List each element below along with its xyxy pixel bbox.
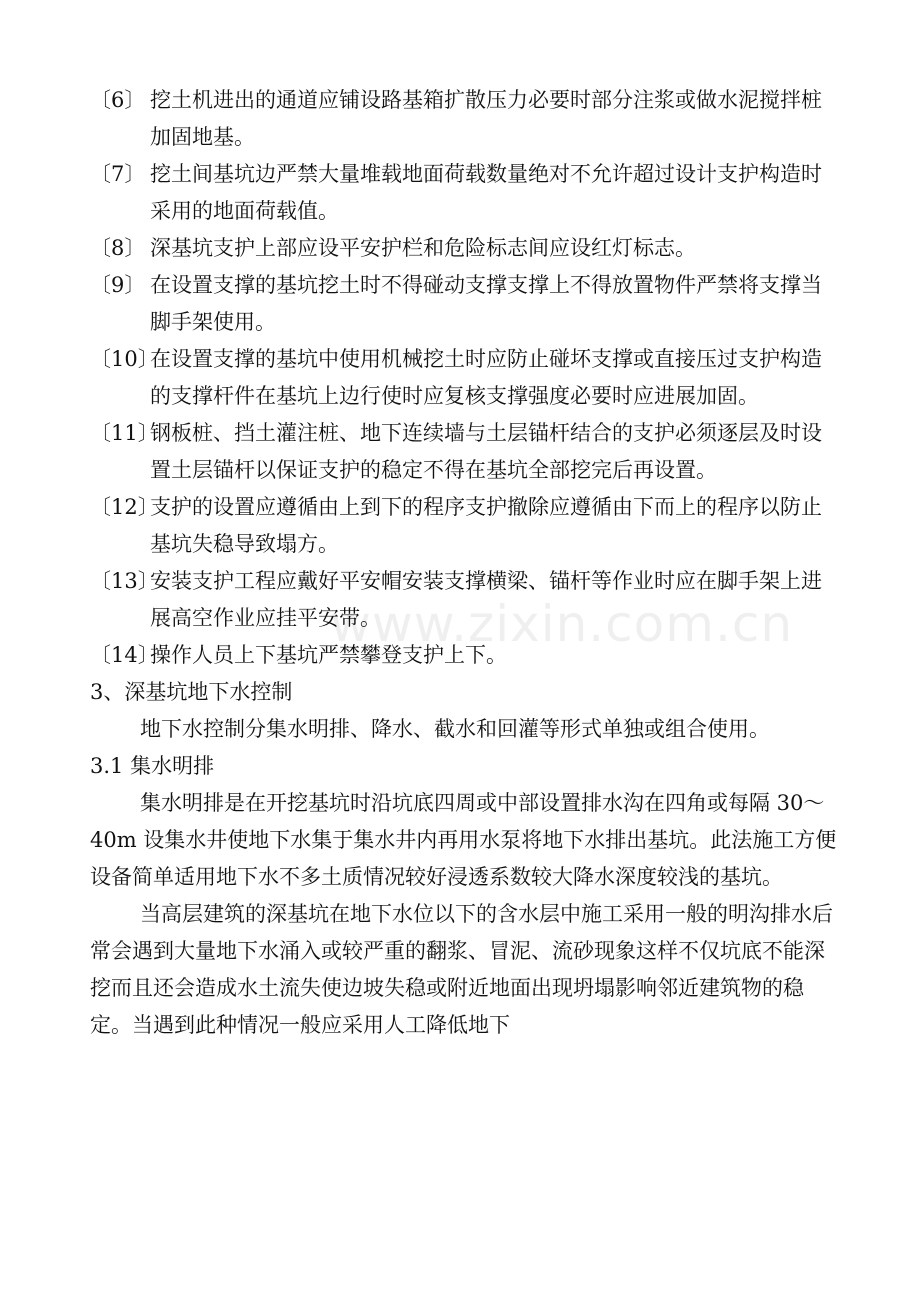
item-text: 支护的设置应遵循由上到下的程序支护撤除应遵循由下而上的程序以防止基坑失稳导致塌方。	[150, 495, 822, 556]
item-text: 在设置支撑的基坑中使用机械挖土时应防止碰坏支撑或直接压过支护构造的支撑杆件在基坑上边行使时应复核支撑强度必要时应进展加固。	[150, 347, 822, 408]
item-label: 〔7〕	[90, 162, 146, 186]
list-item	[90, 637, 840, 674]
item-label: 〔6〕	[90, 88, 146, 112]
item-text: 安装支护工程应戴好平安帽安装支撑横梁、锚杆等作业时应在脚手架上进展高空作业应挂平安带。	[150, 569, 822, 630]
list-item	[90, 230, 840, 267]
section-heading: 3、深基坑地下水控制	[90, 680, 293, 704]
list-item	[90, 267, 840, 341]
list-item	[90, 82, 840, 156]
list-item	[90, 563, 840, 637]
watermark: www.zixin.com.cn	[330, 595, 794, 653]
item-label: 〔8〕	[90, 236, 146, 260]
item-label: 〔12〕	[90, 495, 159, 519]
subsection-heading: 3.1 集水明排	[90, 754, 215, 778]
list-item	[90, 489, 840, 563]
item-label: 〔10〕	[90, 347, 159, 371]
item-label: 〔14〕	[90, 643, 159, 667]
item-text: 挖土机进出的通道应铺设路基箱扩散压力必要时部分注浆或做水泥搅拌桩加固地基。	[150, 88, 822, 149]
paragraph: 集水明排是在开挖基坑时沿坑底四周或中部设置排水沟在四角或每隔 30～40m 设集水井使地下水集于集水井内再用水泵将地下水排出基坑。此法施工方便设备简单适用地下水不多土质情况较好浸透系数较大降水深度较浅的基坑。	[90, 791, 837, 889]
item-label: 〔11〕	[90, 421, 159, 445]
item-text: 钢板桩、挡土灌注桩、地下连续墙与土层锚杆结合的支护必须逐层及时设置土层锚杆以保证支护的稳定不得在基坑全部挖完后再设置。	[150, 421, 822, 482]
list-item	[90, 341, 840, 415]
item-text: 深基坑支护上部应设平安护栏和危险标志间应设红灯标志。	[150, 236, 696, 260]
section-intro: 地下水控制分集水明排、降水、截水和回灌等形式单独或组合使用。	[140, 717, 770, 741]
paragraph: 当高层建筑的深基坑在地下水位以下的含水层中施工采用一般的明沟排水后常会遇到大量地下水涌入或较严重的翻浆、冒泥、流砂现象这样不仅坑底不能深挖而且还会造成水土流失使边坡失稳或附近地面出现坍塌影响邻近建筑物的稳定。当遇到此种情况一般应采用人工降低地下	[90, 902, 833, 1037]
item-label: 〔13〕	[90, 569, 159, 593]
item-label: 〔9〕	[90, 273, 146, 297]
item-text: 挖土间基坑边严禁大量堆载地面荷载数量绝对不允许超过设计支护构造时采用的地面荷载值。	[150, 162, 822, 223]
list-item	[90, 415, 840, 489]
list-item	[90, 156, 840, 230]
item-text: 在设置支撑的基坑挖土时不得碰动支撑支撑上不得放置物件严禁将支撑当脚手架使用。	[150, 273, 822, 334]
item-text: 操作人员上下基坑严禁攀登支护上下。	[150, 643, 507, 667]
